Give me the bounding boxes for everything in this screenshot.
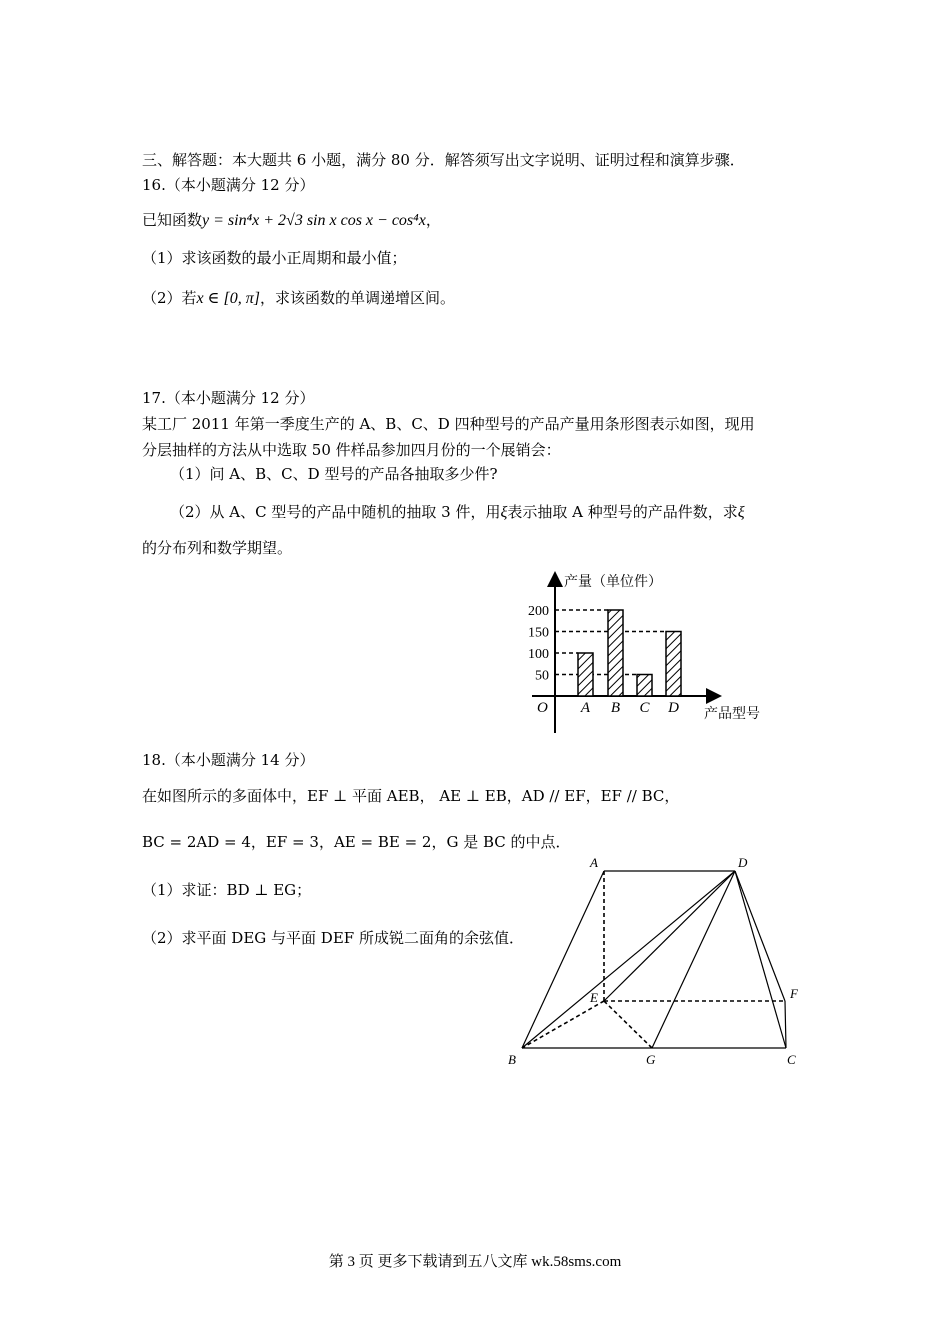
q16-heading: 16.（本小题满分 12 分） (142, 176, 315, 194)
x-tick-label-D: D (668, 700, 679, 716)
y-tick-label-200: 200 (528, 604, 549, 619)
vertex-G-label: G (646, 1052, 656, 1067)
y-tick-label-100: 100 (528, 647, 549, 662)
bar-B (608, 610, 623, 696)
q17-xi-1: ξ (500, 504, 508, 521)
vertex-B-label: B (508, 1052, 516, 1067)
bar-C (637, 675, 652, 697)
polyhedron-figure (500, 850, 820, 1075)
q16-part2-prefix: （2）若 (142, 289, 197, 307)
q16-stem-suffix: ， (425, 211, 441, 229)
edge-DE (604, 871, 735, 1001)
y-axis-label: 产量（单位件） (564, 575, 662, 590)
vertex-D-label: D (738, 855, 748, 870)
x-axis-label: 产品型号 (704, 707, 760, 722)
q17-heading: 17.（本小题满分 12 分） (142, 389, 315, 407)
q17-part2-line2: 的分布列和数学期望。 (142, 539, 293, 557)
vertex-F-label: F (790, 986, 798, 1001)
q17-xi-2: ξ (737, 504, 745, 521)
q17-part1: （1）问 A、B、C、D 型号的产品各抽取多少件? (170, 465, 498, 483)
edge-DB (522, 871, 735, 1048)
q16-part2 (142, 288, 455, 309)
q17-part2-a: （2）从 A、C 型号的产品中随机的抽取 3 件，用 (170, 503, 501, 521)
q18-heading: 18.（本小题满分 14 分） (142, 751, 315, 769)
q17-part2 (170, 502, 745, 523)
q16-formula: y = sin⁴x + 2√3 sin x cos x − cos⁴x (202, 212, 426, 229)
x-tick-label-B: B (610, 700, 621, 716)
q17-part2-b: 表示抽取 A 种型号的产品件数，求 (507, 503, 738, 521)
edge-DG (652, 871, 735, 1048)
edge-DF (735, 871, 785, 1001)
section-header: 三、解答题：本大题共 6 小题，满分 80 分．解答须写出文字说明、证明过程和演算步骤． (142, 151, 745, 169)
vertex-E-label: E (590, 990, 598, 1005)
q17-stem-line2: 分层抽样的方法从中选取 50 件样品参加四月份的一个展销会： (142, 441, 561, 459)
q16-stem-prefix: 已知函数 (142, 211, 203, 229)
q18-part2: （2）求平面 DEG 与平面 DEF 所成锐二面角的余弦值． (142, 929, 524, 947)
edge-FC (785, 1001, 786, 1048)
y-tick-label-50: 50 (535, 668, 549, 684)
bar-A (578, 653, 593, 696)
edge-EG (604, 1001, 652, 1048)
bar-chart (520, 565, 780, 737)
x-tick-label-A: A (580, 700, 591, 716)
q18-part1: （1）求证：BD ⊥ EG； (142, 881, 312, 899)
edge-AB (522, 871, 604, 1048)
q18-stem-line1: 在如图所示的多面体中，EF ⊥ 平面 AEB， AE ⊥ EB，AD // EF，EF // BC， (142, 787, 680, 805)
edge-DC (735, 871, 786, 1048)
q16-part2-suffix: ，求该函数的单调递增区间。 (259, 289, 455, 307)
vertex-C-label: C (787, 1052, 796, 1067)
bar-D (666, 632, 681, 697)
vertex-A-label: A (590, 855, 598, 870)
q16-part2-cond: x ∈ [0, π] (196, 290, 260, 307)
x-tick-label-C: C (639, 700, 650, 716)
q16-part1: （1）求该函数的最小正周期和最小值； (142, 249, 407, 267)
edge-EB (522, 1001, 604, 1048)
page-footer: 第 3 页 更多下载请到五八文库 wk.58sms.com (328, 1254, 622, 1270)
q17-stem-line1: 某工厂 2011 年第一季度生产的 A、B、C、D 四种型号的产品产量用条形图表示如图，现用 (142, 415, 755, 433)
y-tick-label-150: 150 (528, 625, 549, 641)
q18-stem-line2: BC = 2AD = 4，EF = 3，AE = BE = 2，G 是 BC 的中点． (142, 833, 571, 851)
q16-stem (142, 210, 441, 231)
origin-label: O (537, 700, 548, 716)
